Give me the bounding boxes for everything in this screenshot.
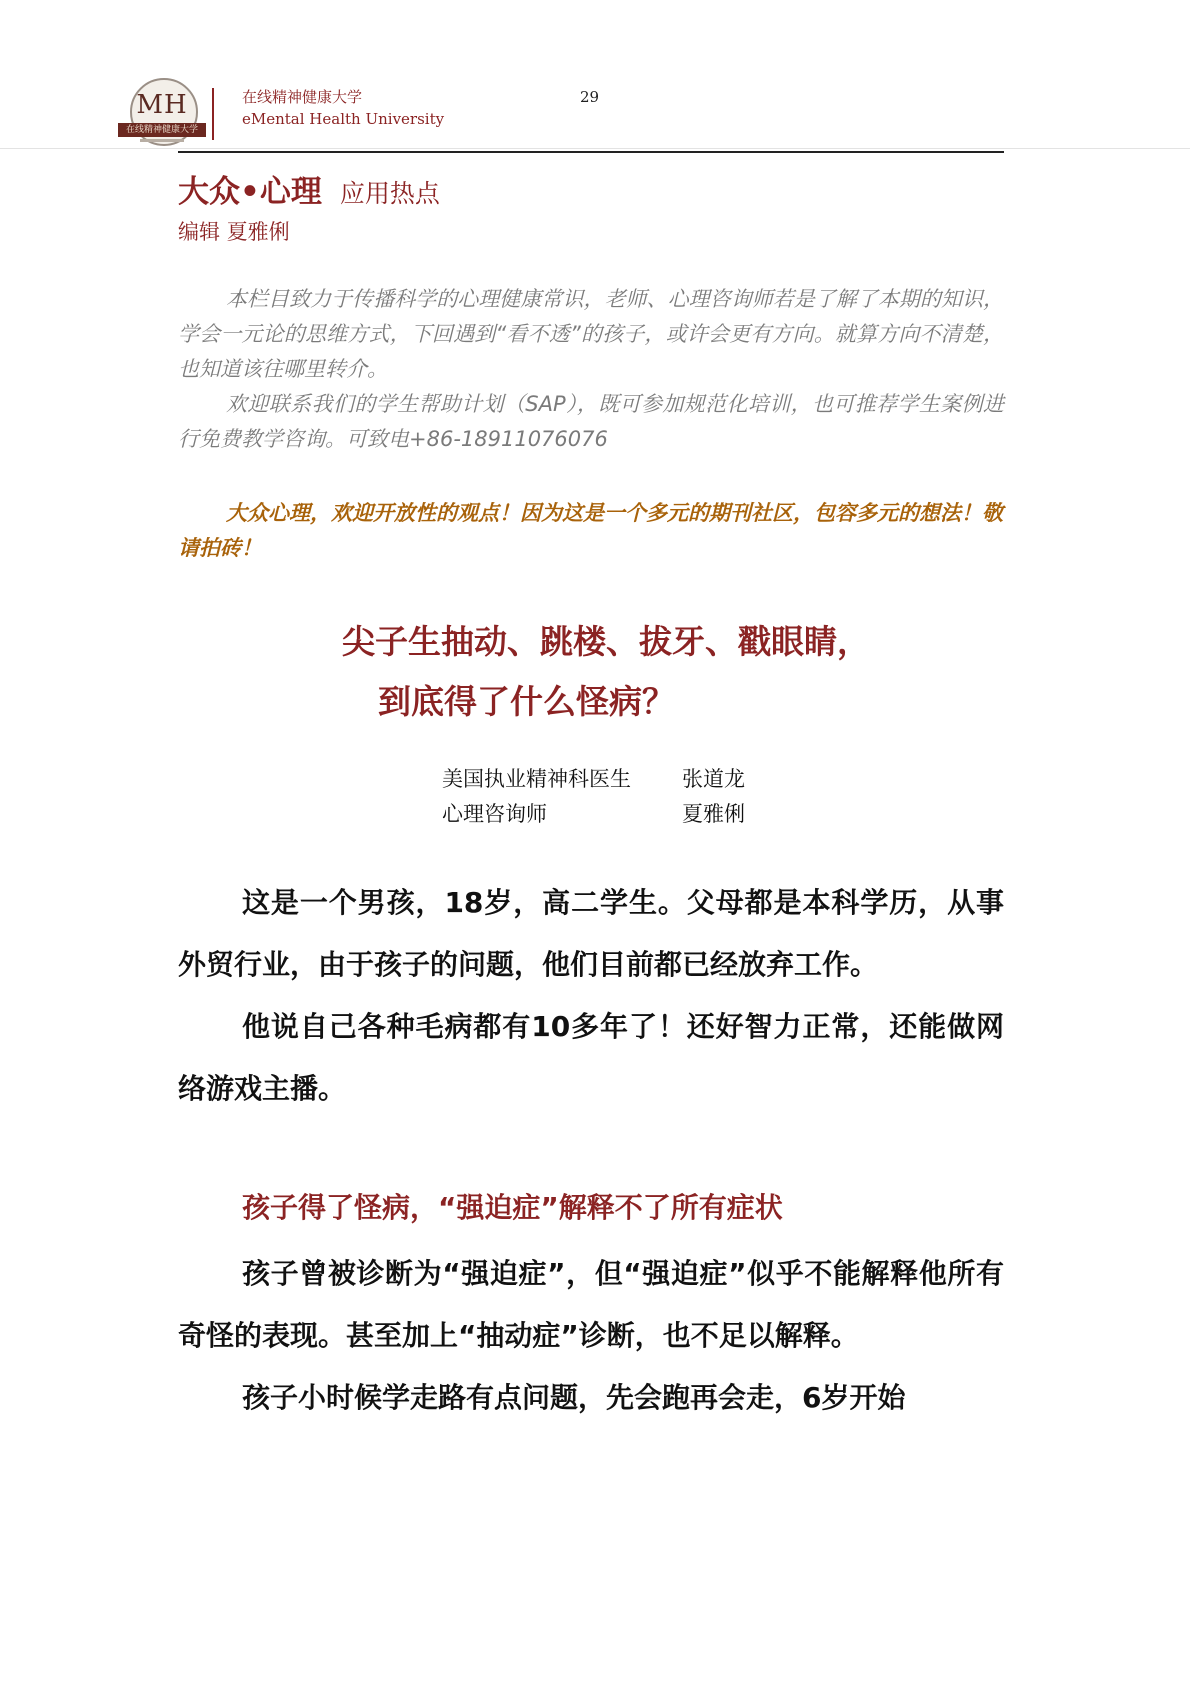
author-list	[442, 762, 745, 832]
brand-name-english: eMental Health University	[242, 110, 445, 128]
body-paragraph: 孩子小时候学走路有点问题，先会跑再会走，6岁开始	[242, 1381, 906, 1414]
author-row	[442, 797, 745, 832]
page-header	[0, 0, 1190, 150]
body-paragraph: 孩子曾被诊断为“强迫症”，但“强迫症”似乎不能解释他所有奇怪的表现。甚至加上“抽动症”诊断，也不足以解释。	[178, 1257, 1004, 1352]
column-heading	[178, 166, 440, 211]
header-rule-light	[0, 148, 1190, 149]
logo-letters: MH	[136, 90, 188, 120]
author-role: 心理咨询师	[442, 802, 547, 826]
invite-block	[178, 496, 1004, 566]
invite-paragraph: 大众心理，欢迎开放性的观点！因为这是一个多元的期刊社区，包容多元的想法！敬请拍砖！	[178, 501, 1003, 560]
intro-paragraph: 欢迎联系我们的学生帮助计划（SAP），既可参加规范化培训，也可推荐学生案例进行免费教学咨询。可致电+86-18911076076	[178, 392, 1004, 451]
university-logo	[118, 78, 206, 150]
author-role: 美国执业精神科医生	[442, 767, 631, 791]
article-title-line-1: 尖子生抽动、跳楼、拔牙、戳眼睛，	[342, 622, 870, 661]
intro-paragraph: 本栏目致力于传播科学的心理健康常识，老师、心理咨询师若是了解了本期的知识，学会一元论的思维方式，下回遇到“看不透”的孩子，或许会更有方向。就算方向不清楚，也知道该往哪里转介。	[178, 287, 1004, 381]
brand-name-chinese: 在线精神健康大学	[242, 88, 363, 106]
header-rule	[178, 151, 1004, 153]
article-body-intro	[178, 872, 1004, 1120]
column-title: 大众•心理	[178, 174, 322, 210]
article-title-line-2: 到底得了什么怪病？	[378, 682, 675, 721]
page-number: 29	[580, 88, 600, 106]
logo-band: 在线精神健康大学	[118, 123, 206, 137]
section-heading: 孩子得了怪病，“强迫症”解释不了所有症状	[242, 1191, 783, 1224]
header-divider	[212, 88, 214, 140]
article-body-section	[178, 1243, 1004, 1429]
author-name: 夏雅俐	[682, 802, 745, 826]
author-name: 张道龙	[682, 767, 745, 791]
editor-credit: 编辑 夏雅俐	[178, 220, 290, 244]
body-paragraph: 他说自己各种毛病都有10多年了！还好智力正常，还能做网络游戏主播。	[178, 1010, 1004, 1105]
column-subtitle: 应用热点	[339, 179, 440, 208]
body-paragraph: 这是一个男孩，18岁，高二学生。父母都是本科学历，从事外贸行业，由于孩子的问题，他们目前都已经放弃工作。	[178, 886, 1004, 981]
logo-underline	[140, 139, 184, 142]
intro-block	[178, 282, 1004, 457]
author-row	[442, 762, 745, 797]
